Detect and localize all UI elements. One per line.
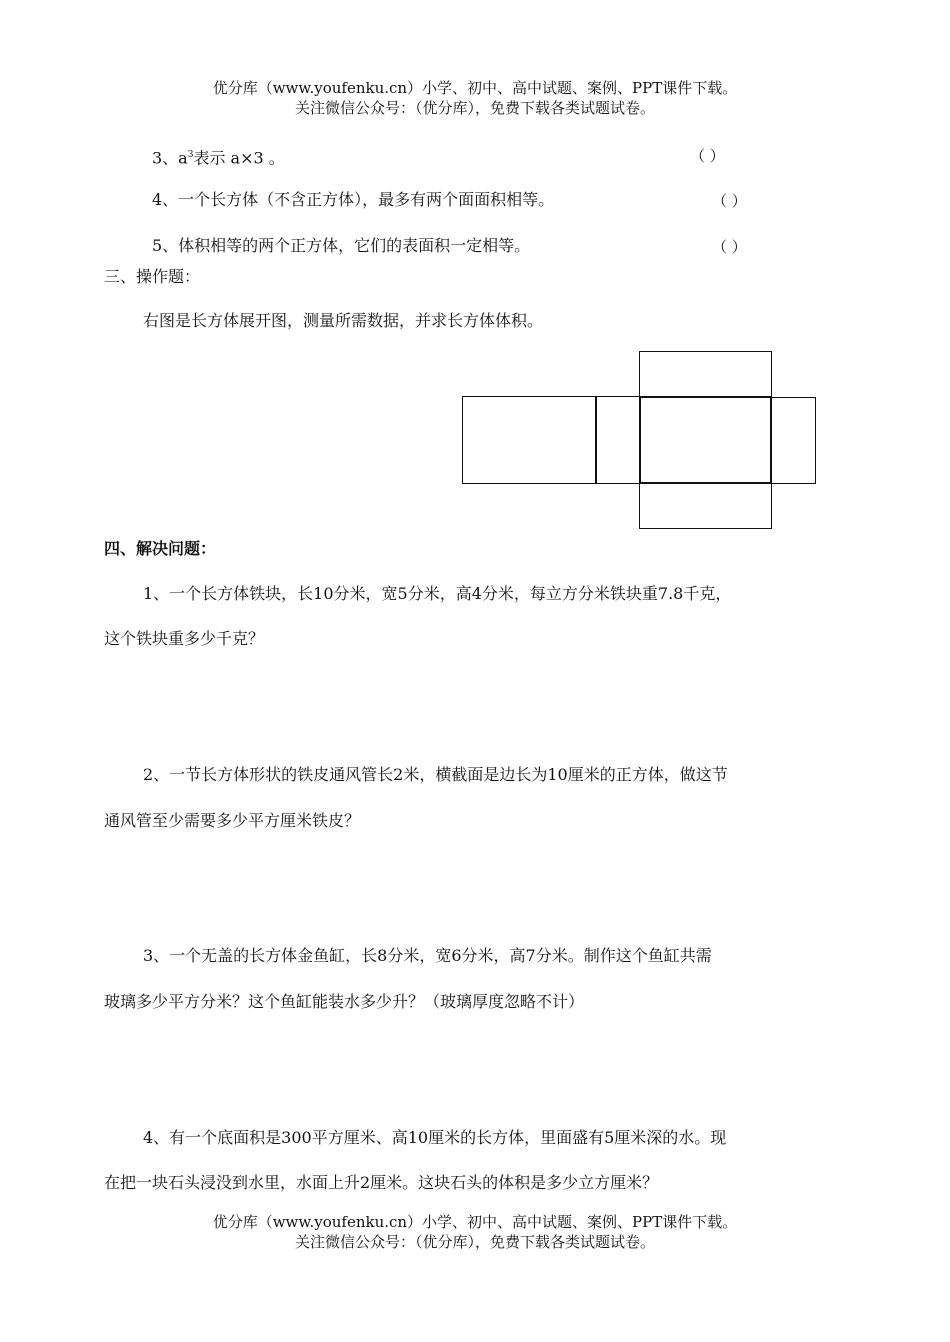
answer-blank-3[interactable]: （ ） xyxy=(690,147,725,165)
answer-blank-5[interactable]: （ ） xyxy=(712,238,747,256)
net-face-bottom xyxy=(639,483,772,529)
section-4-title: 四、解决问题： xyxy=(104,539,217,558)
judge-item-3-exponent: 3 xyxy=(187,150,194,160)
problem-1-line-1: 1、一个长方体铁块，长10分米，宽5分米，高4分米，每立方分米铁块重7.8千克， xyxy=(143,584,732,603)
judge-item-3 xyxy=(152,144,285,169)
problem-3-line-1: 3、一个无盖的长方体金鱼缸，长8分米，宽6分米，高7分米。制作这个鱼缸共需 xyxy=(143,946,712,965)
footer-line-1: 优分库（www.youfenku.cn）小学、初中、高中试题、案例、PPT课件下载。 xyxy=(212,1213,738,1231)
problem-2-line-2: 通风管至少需要多少平方厘米铁皮？ xyxy=(104,811,361,830)
problem-4-line-2: 在把一块石头浸没到水里，水面上升2厘米。这块石头的体积是多少立方厘米？ xyxy=(104,1173,659,1192)
problem-2-line-1: 2、一节长方体形状的铁皮通风管长2米，横截面是边长为10厘米的正方体，做这节 xyxy=(143,765,728,784)
answer-blank-4[interactable]: （ ） xyxy=(712,192,747,210)
header-line-1: 优分库（www.youfenku.cn）小学、初中、高中试题、案例、PPT课件下载。 xyxy=(212,79,738,97)
judge-item-3-prefix: 3、a xyxy=(152,148,188,168)
net-face-top xyxy=(639,351,772,397)
net-face-center xyxy=(639,396,772,484)
section-3-title: 三、操作题： xyxy=(104,267,201,286)
problem-4-line-1: 4、有一个底面积是300平方厘米、高10厘米的长方体，里面盛有5厘米深的水。现 xyxy=(143,1128,727,1147)
judge-item-4: 4、一个长方体（不含正方体），最多有两个面面积相等。 xyxy=(152,190,555,209)
judge-item-5: 5、体积相等的两个正方体，它们的表面积一定相等。 xyxy=(152,236,531,255)
header-line-2: 关注微信公众号：（优分库），免费下载各类试题试卷。 xyxy=(294,99,655,117)
net-face-right-side xyxy=(771,397,816,484)
net-face-left-large xyxy=(462,396,597,484)
section-3-instruction: 右图是长方体展开图，测量所需数据，并求长方体体积。 xyxy=(143,311,544,330)
problem-3-line-2: 玻璃多少平方分米？这个鱼缸能装水多少升？（玻璃厚度忽略不计） xyxy=(104,992,585,1011)
problem-1-line-2: 这个铁块重多少千克？ xyxy=(104,629,265,648)
footer-line-2: 关注微信公众号：（优分库），免费下载各类试题试卷。 xyxy=(294,1233,655,1251)
judge-item-3-suffix: 表示 a×3 。 xyxy=(193,148,285,168)
net-face-left-side xyxy=(595,396,641,484)
